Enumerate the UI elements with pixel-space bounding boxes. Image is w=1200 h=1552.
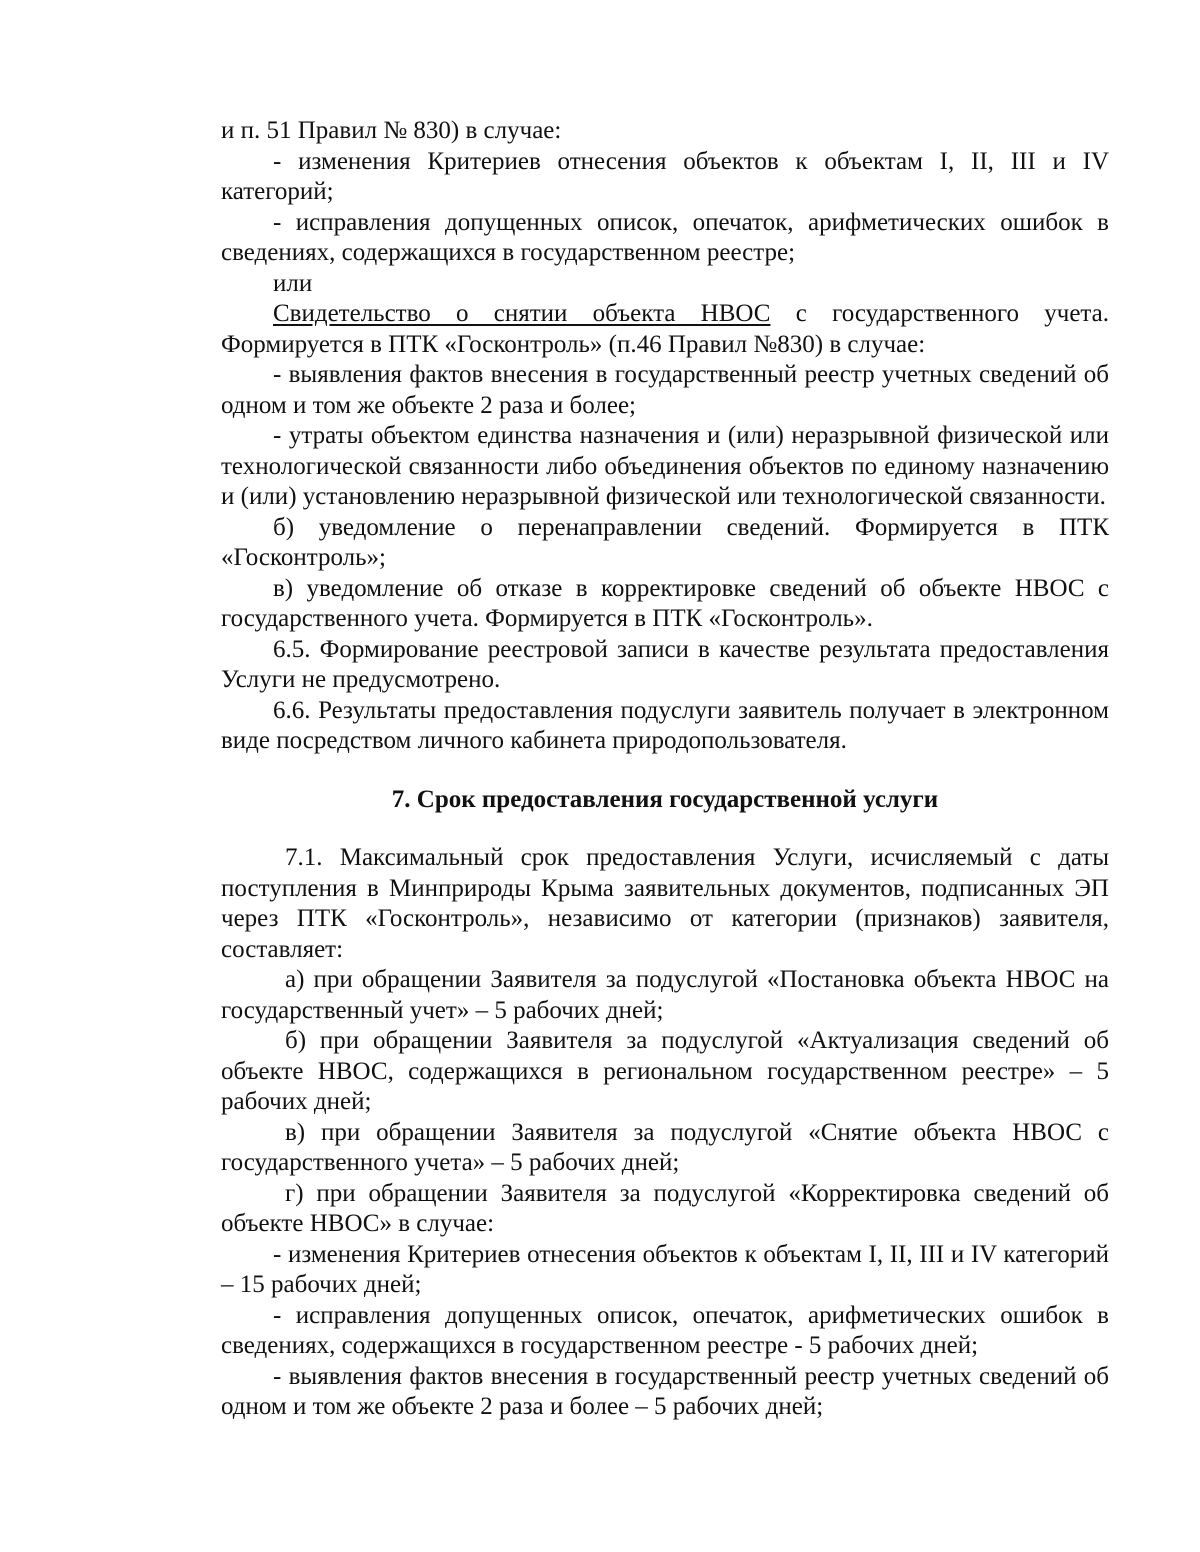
paragraph: в) при обращении Заявителя за подуслугой «Снятие объекта НВОС с государственного учета» – 5 рабочих дней; — [221, 1118, 1109, 1176]
paragraph: или — [273, 269, 313, 297]
paragraph: б) при обращении Заявителя за подуслугой «Актуализация сведений об объекте НВОС, содержащихся в региональном государственном реестре» – 5 рабочих дней; — [221, 1027, 1109, 1115]
section-heading: 7. Срок предоставления государственной услуги — [391, 785, 939, 813]
paragraph: а) при обращении Заявителя за подуслугой «Постановка объекта НВОС на государственный учет» – 5 рабочих дней; — [221, 966, 1109, 1024]
paragraph: 6.5. Формирование реестровой записи в качестве результата предоставления Услуги не предусмотрено. — [221, 635, 1109, 693]
paragraph: и п. 51 Правил № 830) в случае: — [221, 117, 562, 144]
paragraph: в) уведомление об отказе в корректировке сведений об объекте НВОС с государственного учета. Формируется в ПТК «Госконтроль». — [221, 574, 1109, 632]
document-page — [221, 116, 1109, 1423]
list-item: - исправления допущенных описок, опечаток, арифметических ошибок в сведениях, содержащихся в государственном реестре - 5 рабочих дней; — [221, 1301, 1109, 1359]
list-item: - исправления допущенных описок, опечаток, арифметических ошибок в сведениях, содержащихся в государственном реестре; — [221, 208, 1109, 266]
list-item: - утраты объектом единства назначения и (или) неразрывной физической или технологической связанности либо объединения объектов по единому назначению и (или) установлению неразрывной физической или технологической связанности. — [221, 422, 1109, 510]
underlined-term: Свидетельство о снятии объекта НВОС — [273, 300, 771, 327]
paragraph: б) уведомление о перенаправлении сведений. Формируется в ПТК «Госконтроль»; — [221, 513, 1109, 571]
paragraph: 7.1. Максимальный срок предоставления Услуги, исчисляемый с даты поступления в Минприроды Крыма заявительных документов, подписанных ЭП через ПТК «Госконтроль», независимо от категории (признаков) заявителя, составляет: — [221, 844, 1109, 963]
list-item: - выявления фактов внесения в государственный реестр учетных сведений об одном и том же объекте 2 раза и более; — [221, 361, 1109, 419]
list-item: - выявления фактов внесения в государственный реестр учетных сведений об одном и том же объекте 2 раза и более – 5 рабочих дней; — [221, 1362, 1109, 1420]
paragraph — [221, 299, 1109, 360]
list-item: - изменения Критериев отнесения объектов к объектам I, II, III и IV категорий; — [221, 147, 1109, 205]
paragraph: 6.6. Результаты предоставления подуслуги заявитель получает в электронном виде посредством личного кабинета природопользователя. — [221, 696, 1109, 754]
paragraph: г) при обращении Заявителя за подуслугой «Корректировка сведений об объекте НВОС» в случае: — [221, 1179, 1109, 1237]
list-item: - изменения Критериев отнесения объектов к объектам I, II, III и IV категорий – 15 рабочих дней; — [221, 1240, 1109, 1298]
paragraph-text: с государственного учета. Формируется в ПТК «Госконтроль» (п.46 Правил №830) в случае: — [221, 300, 1109, 358]
